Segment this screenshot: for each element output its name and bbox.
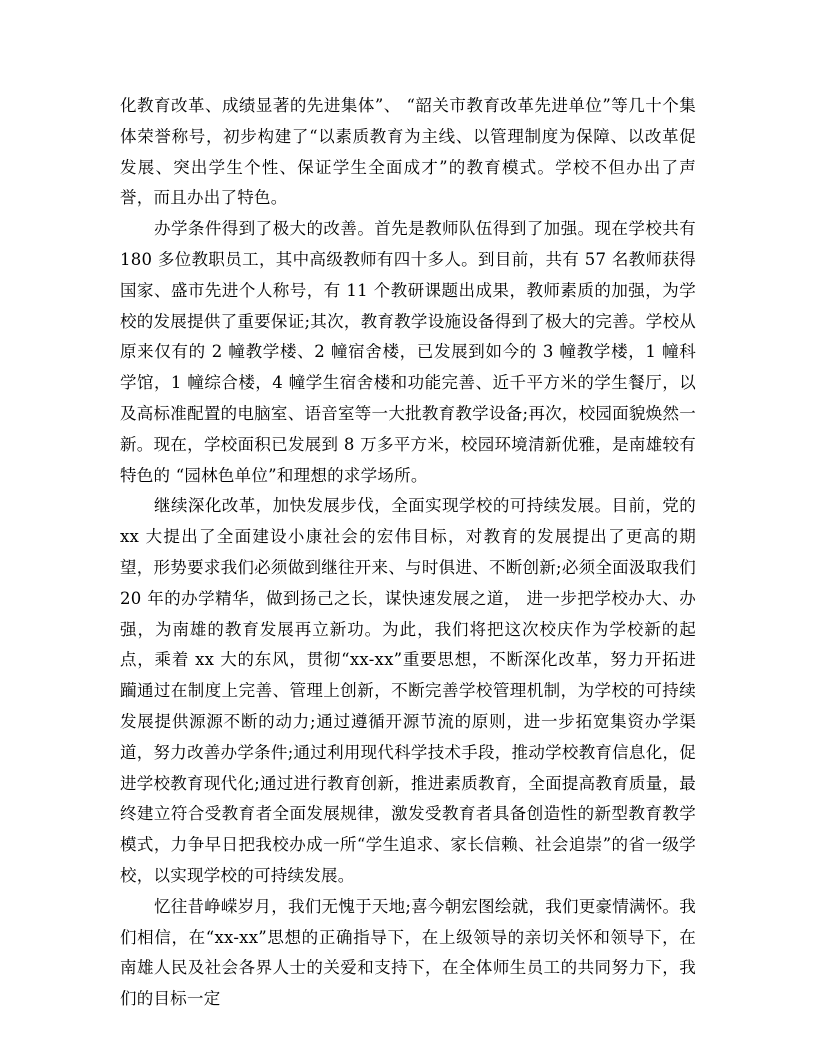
paragraph-1: 化教育改革、成绩显著的先进集体”、 “韶关市教育改革先进单位”等几十个集体荣誉称号，初步构建了“以素质教育为主线、以管理制度为保障、以改革促发展、突出学生个性、保证学生全面成才”的教育模式。学校不但办出了声誉，而且办出了特色。 [120,96,696,208]
document-page [120,91,696,1009]
paragraph-4: 忆往昔峥嵘岁月，我们无愧于天地;喜今朝宏图绘就，我们更豪情满怀。我们相信，在“xx-xx”思想的正确指导下，在上级领导的亲切关怀和领导下，在南雄人民及社会各界人士的关爱和支持下，在全体师生员工的共同努力下，我们的目标一定 [120,896,696,1009]
paragraph-3: 继续深化改革，加快发展步伐，全面实现学校的可持续发展。目前，党的 xx 大提出了全面建设小康社会的宏伟目标，对教育的发展提出了更高的期望，形势要求我们必须做到继往开来、与时俱进、不断创新;必须全面汲取我们 20 年的办学精华，做到扬己之长，谋快速发展之道， 进一步把学校办大、办强，为南雄的教育发展再立新功。为此，我们将把这次校庆作为学校新的起点，乘着 xx 大的东风，贯彻“xx-xx”重要思想，不断深化改革，努力开拓进躏通过在制度上完善、管理上创新，不断完善学校管理机制，为学校的可持续发展提供源源不断的动力;通过遵循开源节流的原则，进一步拓宽集资办学渠道，努力改善办学条件;通过利用现代科学技术手段，推动学校教育信息化，促进学校教育现代化;通过进行教育创新，推进素质教育，全面提高教育质量，最终建立符合受教育者全面发展规律，激发受教育者具备创造性的新型教育教学模式，力争早日把我校办成一所“学生追求、家长信赖、社会追崇”的省一级学校，以实现学校的可持续发展。 [120,496,696,885]
paragraph-2: 办学条件得到了极大的改善。首先是教师队伍得到了加强。现在学校共有 180 多位教职员工，其中高级教师有四十多人。到目前，共有 57 名教师获得国家、盛市先进个人称号，有 11 个教研课题出成果，教师素质的加强，为学校的发展提供了重要保证;其次，教育教学设施设备得到了极大的完善。学校从原来仅有的 2 幢教学楼、2 幢宿舍楼，已发展到如今的 3 幢教学楼，1 幢科学馆，1 幢综合楼，4 幢学生宿舍楼和功能完善、近千平方米的学生餐厅，以及高标准配置的电脑室、语音室等一大批教育教学设备;再次，校园面貌焕然一新。现在，学校面积已发展到 8 万多平方米，校园环境清新优雅，是南雄较有特色的 “园林色单位”和理想的求学场所。 [120,219,696,485]
